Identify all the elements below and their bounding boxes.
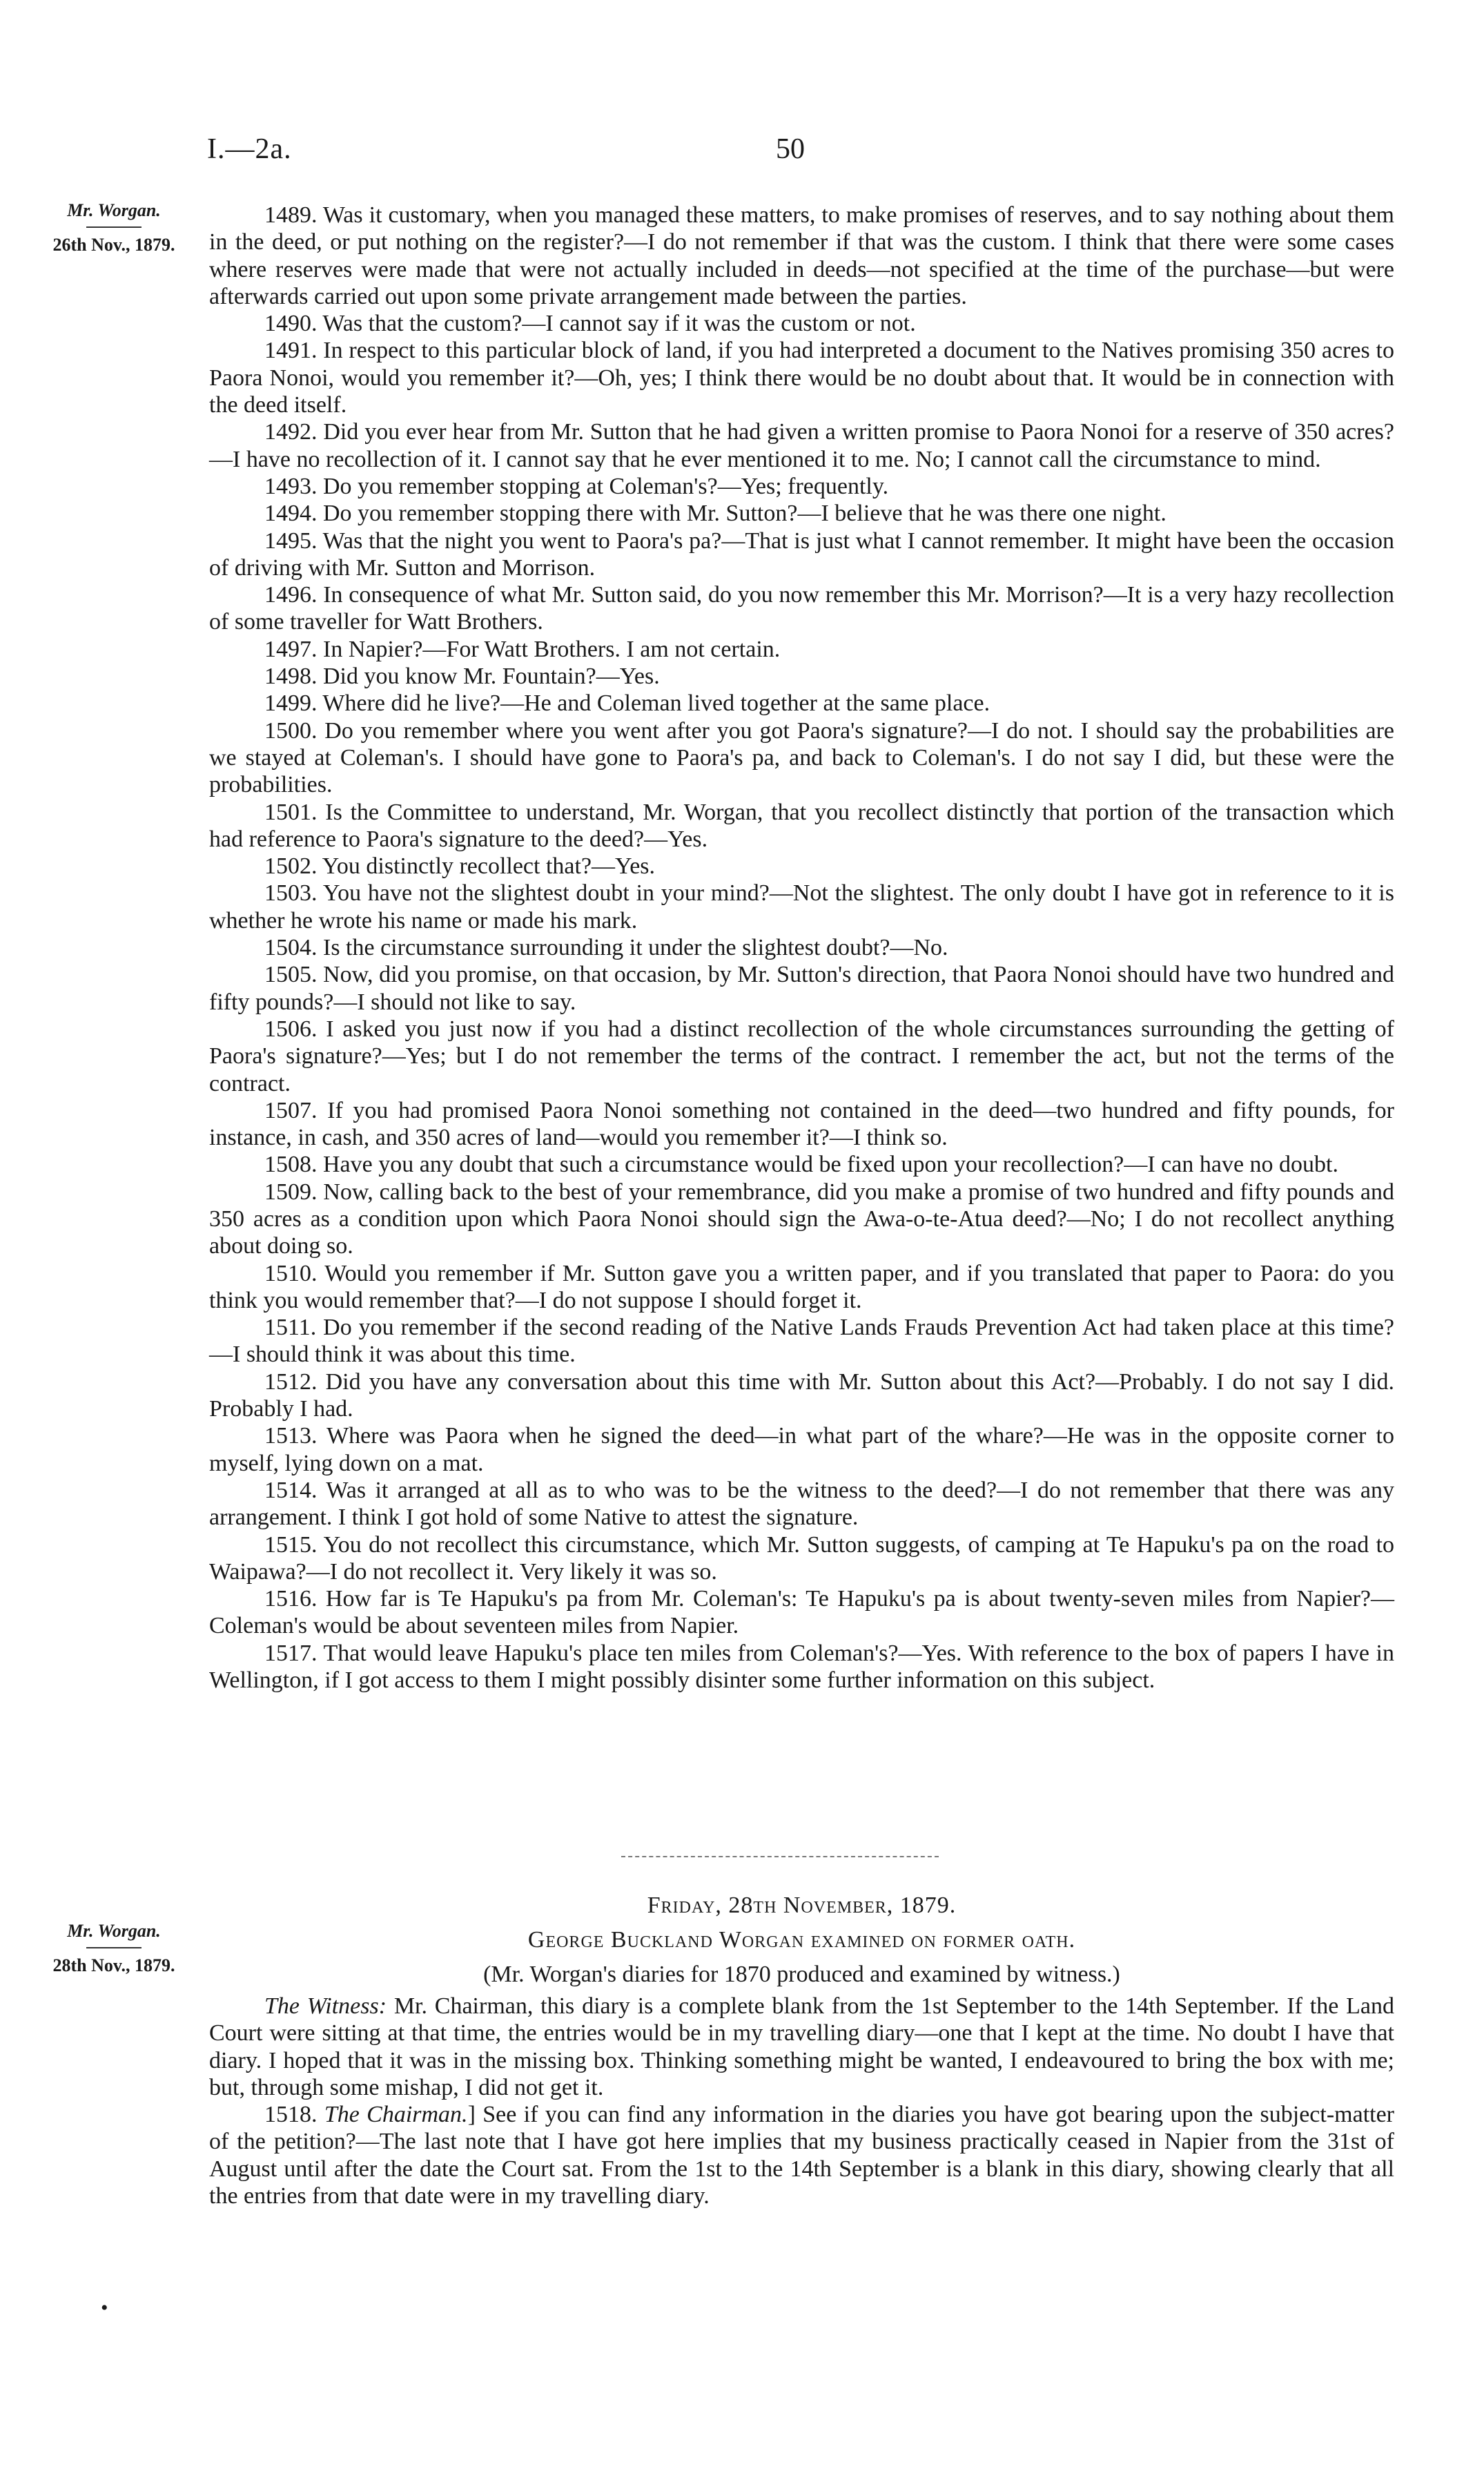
- witness-label: The Witness:: [264, 1993, 387, 2019]
- question-1496: 1496. In consequence of what Mr. Sutton said, do you now remember this Mr. Morrison?—It is a very hazy recollection of some traveller for Watt Brothers.: [209, 582, 1394, 635]
- margin-note-2: [28, 1919, 200, 1977]
- question-1518-speaker: The Chairman.: [324, 2102, 468, 2128]
- question-1512: 1512. Did you have any conversation about this time with Mr. Sutton about this Act?—Probably. I do not say I did. Probably I had.: [209, 1368, 1394, 1422]
- margin-date-1: 26th Nov., 1879.: [52, 235, 175, 255]
- question-1491: 1491. In respect to this particular block of land, if you had interpreted a document to the Natives promising 350 acres to Paora Nonoi, would you remember it?—Oh, yes; I think there would be no doubt about that. It would be in connection with the deed itself.: [209, 338, 1394, 418]
- question-1508: 1508. Have you any doubt that such a circumstance would be fixed upon your recollection?—I can have no doubt.: [264, 1152, 1338, 1178]
- page-number: 50: [776, 133, 805, 165]
- witness-statement: [209, 1993, 1394, 2101]
- margin-witness-2: Mr. Worgan.: [67, 1921, 161, 1941]
- question-1501: 1501. Is the Committee to understand, Mr. Worgan, that you recollect distinctly that portion of the transaction which had reference to Paora's signature to the deed?—Yes.: [209, 799, 1394, 852]
- question-1518-number: 1518.: [264, 2102, 318, 2128]
- question-1497: 1497. In Napier?—For Watt Brothers. I am not certain.: [264, 636, 781, 662]
- question-1495: 1495. Was that the night you went to Paora's pa?—That is just what I cannot remember. It might have been the occasion of driving with Mr. Sutton and Morrison.: [209, 528, 1394, 581]
- testimony-block: [209, 202, 1394, 1694]
- question-1516: 1516. How far is Te Hapuku's pa from Mr. Coleman's: Te Hapuku's pa is about twenty-seven miles from Napier?—Coleman's would be about seventeen miles from Napier.: [209, 1586, 1394, 1639]
- question-1518-text: See if you can find any information in the diaries you have got bearing upon the subject-matter of the petition?—The last note that I have got here implies that my business practically ceased in Napier from the 31st of August until after the date the Court sat. From the 1st to the 14th September is a blank in this diary, showing clearly that all the entries from that date were in my travelling diary.: [209, 2102, 1394, 2209]
- question-1506: 1506. I asked you just now if you had a distinct recollection of the whole circumstances surrounding the getting of Paora's signature?—Yes; but I do not remember the terms of the contract. I remember the act, but not the terms of the contract.: [209, 1016, 1394, 1096]
- margin-rule-1: [86, 226, 141, 228]
- question-1494: 1494. Do you remember stopping there with Mr. Sutton?—I believe that he was there one night.: [264, 501, 1166, 527]
- question-1509: 1509. Now, calling back to the best of your remembrance, did you make a promise of two hundred and fifty pounds and 350 acres as a condition upon which Paora Nonoi should sign the Awa-o-te-Atua deed?—No; I do not recollect anything about doing so.: [209, 1179, 1394, 1259]
- margin-rule-2: [86, 1947, 141, 1948]
- witness-heading: George Buckland Worgan examined on former oath.: [527, 1927, 1076, 1953]
- question-1513: 1513. Where was Paora when he signed the deed—in what part of the whare?—He was in the opposite corner to myself, lying down on a mat.: [209, 1423, 1394, 1476]
- margin-dot-mark: •: [101, 2296, 108, 2319]
- question-1515: 1515. You do not recollect this circumstance, which Mr. Sutton suggests, of camping at Te Hapuku's pa on the road to Waipawa?—I do not recollect it. Very likely it was so.: [209, 1531, 1394, 1585]
- margin-witness-1: Mr. Worgan.: [67, 200, 161, 220]
- question-1510: 1510. Would you remember if Mr. Sutton gave you a written paper, and if you translated that paper to Paora: do you think you would remember that?—I do not suppose I should forget it.: [209, 1260, 1394, 1313]
- question-1518: 1518. The Chairman.] See if you can find any information in the diaries you have got bearing upon the subject-matter of the petition?—The last note that I have got here implies that my business practically ceased in Napier from the 31st of August until after the date the Court sat. From the 1st to the 14th September is a blank in this diary, showing clearly that all the entries from that date were in my travelling diary.: [209, 2102, 1394, 2209]
- question-1504: 1504. Is the circumstance surrounding it under the slightest doubt?—No.: [264, 935, 948, 961]
- margin-note-1: [28, 199, 200, 257]
- question-1502: 1502. You distinctly recollect that?—Yes.: [264, 853, 656, 880]
- diaries-note: (Mr. Worgan's diaries for 1870 produced and examined by witness.): [483, 1962, 1120, 1987]
- witness-statement-text: Mr. Chairman, this diary is a complete blank from the 1st September to the 14th September. If the Land Court were sitting at that time, the entries would be in my travelling diary—one that I kept at the time. No doubt I have that diary. I hoped that it was in the missing box. Thinking something might be wanted, I endeavoured to bring the box with me; but, through some mishap, I did not get it.: [209, 1993, 1394, 2100]
- question-1492: 1492. Did you ever hear from Mr. Sutton that he had given a written promise to Paora Nonoi for a reserve of 350 acres?—I have no recollection of it. I cannot say that he ever mentioned it to me. No; I cannot call the circumstance to mind.: [209, 419, 1394, 472]
- series-reference: I.—2a.: [207, 133, 292, 165]
- question-1489: 1489. Was it customary, when you managed these matters, to make promises of reserves, and to say nothing about them in the deed, or put nothing on the register?—I do not remember if that was the custom. I think that there were some cases where reserves were made that were not actually included in deeds—not specified at the time of the purchase—but were afterwards carried out upon some private arrangement made between the parties.: [209, 202, 1394, 309]
- question-1517: 1517. That would leave Hapuku's place ten miles from Coleman's?—Yes. With reference to the box of papers I have in Wellington, if I got access to them I might possibly disinter some further information on this subject.: [209, 1640, 1394, 1694]
- question-1507: 1507. If you had promised Paora Nonoi something not contained in the deed—two hundred and fifty pounds, for instance, in cash, and 350 acres of land—would you remember it?—I think so.: [209, 1097, 1394, 1151]
- question-1511: 1511. Do you remember if the second reading of the Native Lands Frauds Prevention Act had taken place at this time?—I should think it was about this time.: [209, 1315, 1394, 1368]
- question-1505: 1505. Now, did you promise, on that occasion, by Mr. Sutton's direction, that Paora Nonoi should have two hundred and fifty pounds?—I should not like to say.: [209, 962, 1394, 1015]
- date-heading: Friday, 28th November, 1879.: [647, 1893, 957, 1918]
- question-1498: 1498. Did you know Mr. Fountain?—Yes.: [264, 664, 660, 690]
- question-1500: 1500. Do you remember where you went after you got Paora's signature?—I do not. I should say the probabilities are we stayed at Coleman's. I should have gone to Paora's pa, and back to Coleman's. I do not say I did, but these were the probabilities.: [209, 717, 1394, 798]
- second-session-block: [209, 1993, 1394, 2209]
- question-1499: 1499. Where did he live?—He and Coleman lived together at the same place.: [264, 690, 990, 717]
- question-1503: 1503. You have not the slightest doubt in your mind?—Not the slightest. The only doubt I have got in reference to it is whether he wrote his name or made his mark.: [209, 880, 1394, 933]
- question-1493: 1493. Do you remember stopping at Coleman's?—Yes; frequently.: [264, 473, 889, 499]
- section-divider: [621, 1856, 939, 1857]
- question-1514: 1514. Was it arranged at all as to who was to be the witness to the deed?—I do not remember that there was any arrangement. I think I got hold of some Native to attest the signature.: [209, 1477, 1394, 1531]
- margin-date-2: 28th Nov., 1879.: [52, 1955, 175, 1975]
- question-1490: 1490. Was that the custom?—I cannot say if it was the custom or not.: [264, 311, 916, 337]
